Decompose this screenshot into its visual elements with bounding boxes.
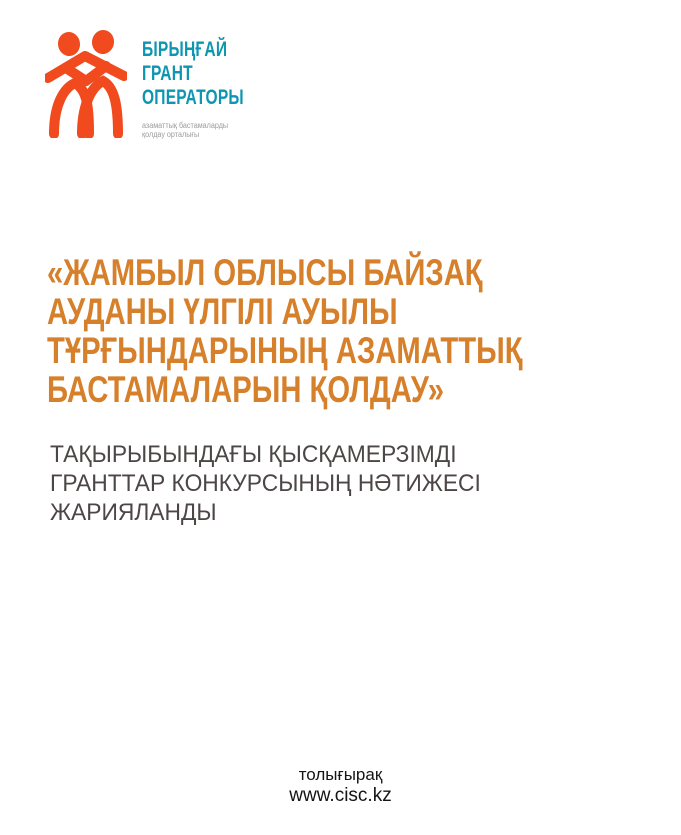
logo-name-line: ГРАНТ (142, 62, 193, 85)
subtitle-line: ГРАНТТАР КОНКУРСЫНЫҢ НӘТИЖЕСІ (50, 470, 481, 497)
logo-tagline-line: қолдау орталығы (142, 130, 200, 139)
subtitle-line: ЖАРИЯЛАНДЫ (50, 499, 217, 526)
logo (45, 30, 280, 139)
two-people-figures-icon (45, 30, 127, 138)
footer-more-label: толығырақ (298, 765, 383, 784)
logo-name (142, 38, 244, 110)
logo-text-block (142, 30, 280, 139)
subtitle-line: ТАҚЫРЫБЫНДАҒЫ ҚЫСҚАМЕРЗІМДІ (50, 441, 457, 468)
website-link[interactable]: www.cisc.kz (289, 785, 392, 806)
subtitle (50, 440, 481, 527)
logo-tagline-line: азаматтық бастамаларды (142, 121, 229, 130)
logo-tagline (142, 121, 266, 139)
headline (47, 253, 523, 409)
logo-name-line: ОПЕРАТОРЫ (142, 86, 244, 109)
headline-line: АУДАНЫ ҮЛГІЛІ АУЫЛЫ (47, 291, 398, 332)
footer (0, 765, 681, 806)
headline-line: «ЖАМБЫЛ ОБЛЫСЫ БАЙЗАҚ (47, 252, 483, 293)
headline-line: БАСТАМАЛАРЫН ҚОЛДАУ» (47, 369, 445, 410)
headline-line: ТҰРҒЫНДАРЫНЫҢ АЗАМАТТЫҚ (47, 330, 523, 371)
logo-name-line: БІРЫҢҒАЙ (142, 38, 228, 61)
